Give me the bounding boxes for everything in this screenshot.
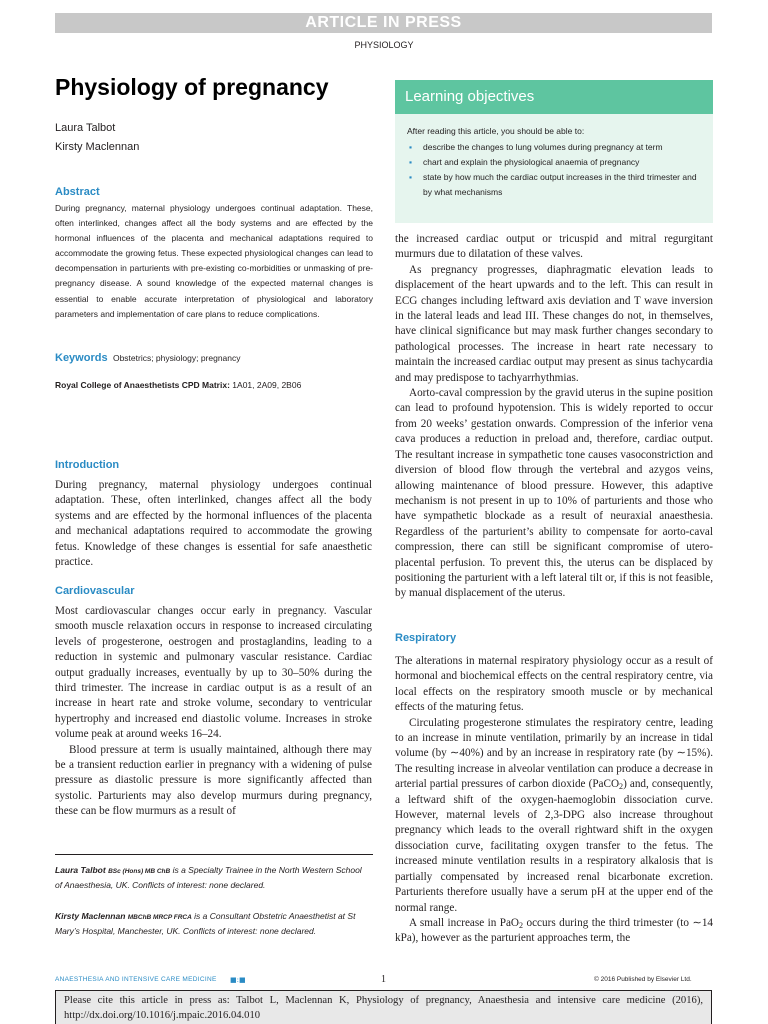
text-run: occurs during the third trimester (to ∼14 kPa), however as the parturient approaches term, the: [395, 916, 714, 945]
footnote-divider: [55, 854, 373, 855]
keywords-label: Keywords: [55, 352, 108, 364]
paragraph: Most cardiovascular changes occur early in pregnancy. Vascular smooth muscle relaxation occurs in response to increased circulating levels of progesterone, oestrogen and prostaglandins, leading to a reduction in systemic and pulmonary vascular resistance. Cardiac output gradually increases, eventually by up to 30–50% during the third trimester. The increase in cardiac output is as a result of an increase in heart rate and stroke volume, secondary to ventricular hypertrophy and increased end diastolic volume. Increases in stroke volume peak at around weeks 16–24.: [55, 605, 372, 741]
cpd-codes: 1A01, 2A09, 2B06: [232, 380, 302, 390]
footnote-author-name: Laura Talbot: [55, 865, 106, 875]
learning-objective-item: [407, 170, 699, 200]
author-footnote: [55, 910, 365, 937]
paragraph: the increased cardiac output or tricuspid and mitral regurgitant murmurs due to dilatation of these valves.: [395, 233, 713, 261]
paragraph: [395, 916, 713, 947]
footnote-qualifications: BSc (Hons) MB ChB: [108, 868, 171, 875]
paragraph: Aorto-caval compression by the gravid uterus in the supine position can lead to profound hypotension. This is widely reported to occur from 20 weeks’ gestation onwards. Compression of the inferior vena cava produces a reduction in preload and, therefore, cardiac output. The resultant increase in sympathetic tone causes vasoconstriction and diversion of blood flow through the vertebral and azygos veins, allowing maintenance of blood pressure. However, this adaptive mechanism is not present in up to 10% of parturients and those who have sympathetic blockade as a result of neuraxial anaesthesia. Regardless of the parturient’s ability to compensate for aorto-caval compression, there can still be significant compromise of utero-placental perfusion. To prevent this, the uterus can be displaced by positioning the parturient with a left lateral tilt or, if this is not feasible, by manual displacement of the uterus.: [395, 387, 714, 600]
cpd-label: Royal College of Anaesthetists CPD Matrix:: [55, 380, 230, 390]
learning-objectives-intro: After reading this article, you should be able to:: [407, 126, 585, 136]
respiratory-text: [395, 654, 713, 947]
learning-objective-text: chart and explain the physiological anaemia of pregnancy: [423, 157, 640, 167]
respiratory-heading: Respiratory: [395, 632, 457, 644]
cardiovascular-continued-text: [395, 232, 713, 602]
cardiovascular-text: [55, 604, 372, 820]
learning-objective-item: [407, 155, 699, 170]
article-title: Physiology of pregnancy: [55, 74, 329, 100]
citation-box: Please cite this article in press as: Talbot L, Maclennan K, Physiology of pregnancy, Anaesthesia and intensive care medicine (2016), http://dx.doi.org/10.1016/j.mpaic.2016.04.010: [55, 990, 712, 1024]
paragraph: The alterations in maternal respiratory physiology occur as a result of hormonal and biochemical effects on the central respiratory centre, via local effects on the respiratory smooth muscle or by mechanical effects of the maturing fetus.: [395, 655, 713, 714]
keywords-text: Obstetrics; physiology; pregnancy: [112, 353, 241, 363]
footer-journal-name: ANAESTHESIA AND INTENSIVE CARE MEDICINE: [55, 976, 217, 983]
cardiovascular-heading: Cardiovascular: [55, 585, 135, 597]
article-in-press-banner: ARTICLE IN PRESS: [55, 13, 712, 33]
introduction-text: [55, 478, 372, 570]
abstract-text: During pregnancy, maternal physiology undergoes continual adaptation. These, often interlinked, changes affect all the body systems and are effected by the hormonal influences of the placenta and mechanical adaptations required to accommodate the growing fetus. These expected physiological changes can lead to decompensation in parturients with pre-existing co-morbidities or unmasking of pre-pregnancy disease. A sound knowledge of the expected maternal changes is essential to enable accurate interpretation of physiological and laboratory parameters and implementation of care plans to reduce complications.: [55, 203, 373, 319]
footnote-text: is a Specialty Trainee in the North Western School of Anaesthesia, UK. Conflicts of interest: none declared.: [55, 865, 362, 890]
learning-objective-text: describe the changes to lung volumes during pregnancy at term: [423, 142, 663, 152]
text-run: Circulating progesterone stimulates the respiratory centre, leading to an increase in minute ventilation, primarily by an increase in tidal volume (by ∼40%) and by an increase in respiratory rate (by ∼15%). The resulting increase in alveolar ventilation can produce a decrease in arterial partial pressures of carbon dioxide (PaCO: [395, 716, 713, 791]
paragraph: [395, 716, 713, 916]
paragraph: As pregnancy progresses, diaphragmatic elevation leads to displacement of the heart upwards and to the left. This can result in ECG changes including leftward axis deviation and T wave inversion in the lateral leads and lead III. These changes do not, in themselves, have clinical significance but may mask further changes secondary to pathological processes. The increase in heart rate necessary to maintain the increased cardiac output may present as sinus tachycardia and may predispose to tachyarrhythmias.: [395, 263, 713, 384]
author-name: Kirsty Maclennan: [55, 141, 140, 153]
author-footnote: [55, 864, 365, 891]
copyright-notice: © 2016 Published by Elsevier Ltd.: [594, 976, 692, 983]
footnote-qualifications: MBChB MRCP FRCA: [127, 914, 192, 921]
introduction-heading: Introduction: [55, 459, 120, 471]
footnote-text: is a Consultant Obstetric Anaesthetist at St Mary’s Hospital, Manchester, UK. Conflicts of interest: none declared.: [55, 911, 356, 936]
paragraph: During pregnancy, maternal physiology undergoes continual adaptation. These, often interlinked, changes affect all the body systems and are effected by the hormonal influences of the placenta and mechanical adaptations required to accommodate the growing fetus. Knowledge of these changes is essential for safe anaesthetic practice.: [55, 479, 372, 569]
subscript: 2: [519, 920, 524, 930]
author-name: Laura Talbot: [55, 122, 116, 134]
subscript: 2: [619, 782, 624, 792]
paragraph: Blood pressure at term is usually maintained, although there may be a transient reduction earlier in pregnancy with a widening of pulse pressure as diastolic pressure is more significantly affected than systolic. Parturients may also develop murmurs during pregnancy, these can be flow murmurs as a result of: [55, 743, 372, 818]
footnote-author-name: Kirsty Maclennan: [55, 911, 126, 921]
bullet-icon: ▪: [409, 157, 413, 167]
learning-objective-item: [407, 140, 699, 155]
section-label: PHYSIOLOGY: [354, 40, 414, 50]
learning-objective-text: state by how much the cardiac output increases in the third trimester and by what mechanisms: [423, 172, 697, 197]
learning-objectives-heading: Learning objectives: [395, 80, 713, 114]
page-number: 1: [381, 974, 386, 985]
footer-issue-marker: ■:■: [230, 976, 246, 984]
text-run: ) and, consequently, a leftward shift of the oxygen-haemoglobin dissociation curve. However, maternal levels of 2,3-DPG also increase throughout pregnancy which leads to the overall rightward shift in the oxygen dissociation curve, facilitating oxygen transfer to the fetus. The increased minute ventilation results in a respiratory alkalosis that is partially compensated by increased renal bicarbonate excretion. Parturients therefore usually have a serum pH at the upper end of the normal range.: [395, 778, 713, 914]
abstract-heading: Abstract: [55, 186, 100, 198]
bullet-icon: ▪: [409, 172, 413, 182]
keywords: [55, 352, 375, 364]
cpd-matrix: [55, 380, 375, 390]
text-run: A small increase in PaO: [409, 916, 520, 929]
learning-objectives-list: [407, 140, 699, 200]
bullet-icon: ▪: [409, 142, 413, 152]
